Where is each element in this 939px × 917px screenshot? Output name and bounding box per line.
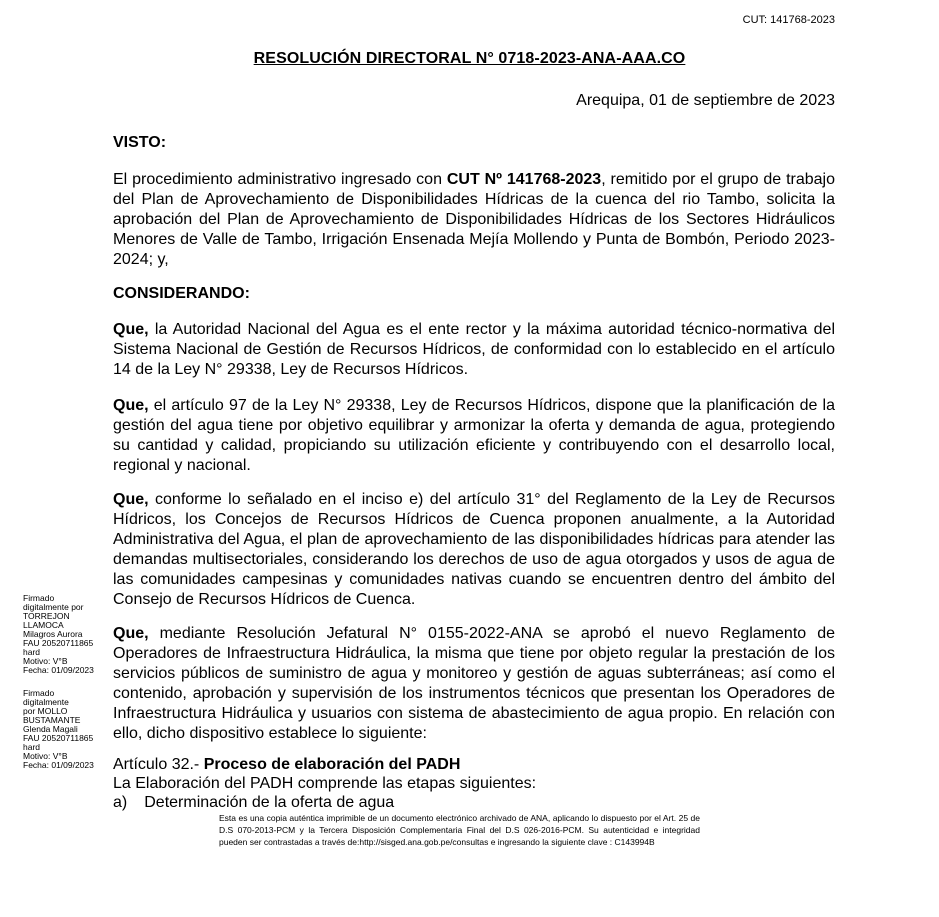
article-prefix: Artículo 32.- (113, 756, 204, 773)
resolution-title: RESOLUCIÓN DIRECTORAL N° 0718-2023-ANA-AAA.CO (253, 50, 686, 67)
signature-line: Motivo: V°B (23, 751, 68, 761)
signature-line: hard (23, 647, 41, 657)
signature-line: hard (23, 742, 41, 752)
signature-line: Glenda Magali (23, 724, 78, 734)
considerando-paragraph-4 (113, 624, 835, 744)
considerando-paragraph-1 (113, 320, 835, 380)
signature-line: Fecha: 01/09/2023 (23, 665, 94, 675)
paragraph-text: conforme lo señalado en el inciso e) del artículo 31° del Reglamento de la Ley de Recursos Hídricos, los Concejos de Recursos Hídricos de Cuenca proponen anualmente, a la Autoridad Administrativa del Agua, el plan de aprovechamiento de las disponibilidades hídricas para atender las demandas multisectoriales, considerando los derechos de uso de agua otorgados y usos de agua de las comunidades campesinas y comunidades nativas cuando se encuentren dentro del ámbito del Consejo de Recursos Hídricos de Cuenca. (113, 491, 835, 608)
paragraph-text: la Autoridad Nacional del Agua es el ente rector y la máxima autoridad técnico-normativa del Sistema Nacional de Gestión de Recursos Hídricos, de conformidad con lo establecido en el artículo 14 de la Ley N° 29338, Ley de Recursos Hídricos. (113, 321, 835, 378)
digital-signature-1 (23, 594, 115, 675)
visto-cut-bold: CUT Nº 141768-2023 (446, 171, 602, 188)
considerando-paragraph-2 (113, 396, 835, 476)
article-32-heading (113, 756, 460, 774)
signature-line: FAU 20520711865 (23, 638, 94, 648)
signature-line: digitalmente (23, 697, 69, 707)
item-text: Determinación de la oferta de agua (144, 794, 395, 811)
resolution-date: Arequipa, 01 de septiembre de 2023 (576, 92, 835, 109)
signature-line: FAU 20520711865 (23, 733, 94, 743)
article-title: Proceso de elaboración del PADH (203, 756, 461, 773)
cut-number: CUT: 141768-2023 (742, 14, 835, 26)
signature-line: Fecha: 01/09/2023 (23, 760, 94, 770)
considerando-heading: CONSIDERANDO: (113, 285, 250, 302)
digital-signature-2 (23, 689, 115, 770)
signature-line: TORREJON (23, 611, 70, 621)
signature-line: digitalmente por (23, 602, 84, 612)
signature-line: Motivo: V°B (23, 656, 68, 666)
article-item-a (113, 794, 394, 812)
signature-line: Firmado (23, 688, 55, 698)
article-intro: La Elaboración del PADH comprende las etapas siguientes: (113, 775, 537, 792)
authenticity-footer: Esta es una copia auténtica imprimible de un documento electrónico archivado de ANA, aplicando lo dispuesto por el Art. 25 de D.S 070-2013-PCM y la Tercera Disposición Complementaria Final del D.S 026-2016-PCM. Su autenticidad e integridad pueden ser contrastadas a través de:http://sisged.ana.gob.pe/consultas e ingresando la siguiente clave : C143994B (219, 813, 700, 847)
signature-line: por MOLLO (23, 706, 68, 716)
signature-line: Firmado (23, 593, 55, 603)
item-marker: a) (113, 794, 128, 811)
paragraph-text: mediante Resolución Jefatural N° 0155-2022-ANA se aprobó el nuevo Reglamento de Operadores de Infraestructura Hidráulica, la misma que tiene por objeto regular la prestación de los servicios públicos de suministro de agua y monitoreo y gestión de aguas subterráneas; así como el contenido, aprobación y supervisión de los instrumentos técnicos que presentan los Operadores de Infraestructura Hidráulica y usuarios con sistema de abastecimiento de agua propio. En relación con ello, dicho dispositivo establece lo siguiente: (113, 625, 835, 742)
paragraph-lead: Que, (113, 625, 149, 642)
visto-heading: VISTO: (113, 134, 167, 151)
paragraph-lead: Que, (113, 491, 149, 508)
visto-paragraph (113, 170, 835, 270)
visto-text-pre: El procedimiento administrativo ingresado con (113, 171, 447, 188)
signature-line: BUSTAMANTE (23, 715, 81, 725)
visto-text-post: , remitido por el grupo de trabajo del Plan de Aprovechamiento de Disponibilidades Hídricas de la cuenca del rio Tambo, solicita la aprobación del Plan de Aprovechamiento de Disponibilidades Hídricas de los Sectores Hidráulicos Menores de Valle de Tambo, Irrigación Ensenada Mejía Mollendo y Punta de Bombón, Periodo 2023-2024; y, (113, 171, 835, 268)
paragraph-lead: Que, (113, 321, 149, 338)
paragraph-text: el artículo 97 de la Ley N° 29338, Ley de Recursos Hídricos, dispone que la planificación de la gestión del agua tiene por objetivo equilibrar y armonizar la oferta y demanda de agua, protegiendo su cantidad y calidad, propiciando su utilización eficiente y contribuyendo con el desarrollo local, regional y nacional. (113, 397, 835, 474)
signature-line: LLAMOCA (23, 620, 64, 630)
signature-line: Milagros Aurora (23, 629, 83, 639)
paragraph-lead: Que, (113, 397, 149, 414)
considerando-paragraph-3 (113, 490, 835, 610)
